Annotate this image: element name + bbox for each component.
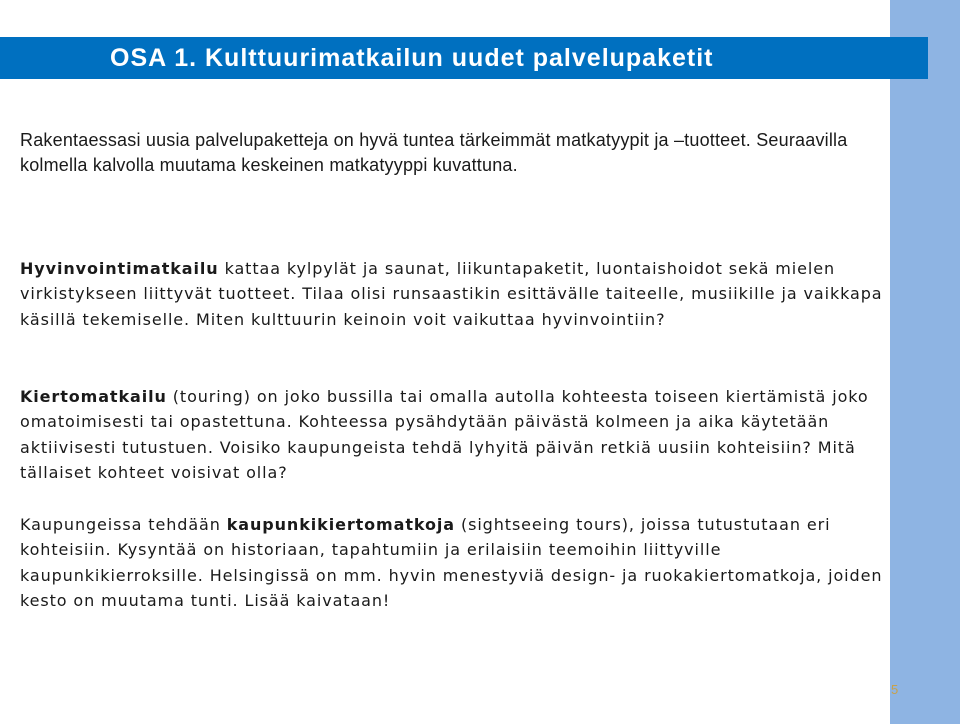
- side-accent-band: [890, 0, 960, 724]
- city-tours-lead-text: Kaupungeissa tehdään: [20, 515, 227, 534]
- city-tours-text: (sightseeing tours), joissa tutustutaan eri kohteisiin. Kysyntää on historiaan, tapahtumiin ja erilaisiin teemoihin liittyville kaupunkikierroksille. Helsingissä on mm. hyvin menestyviä design- ja ruokakiertomatkoja, joiden kesto on muutama tunti. Lisää kaivataan!: [20, 515, 883, 610]
- city-tours-term: kaupunkikiertomatkoja: [226, 515, 455, 534]
- slide-number: 5: [891, 682, 899, 697]
- slide-title: OSA 1. Kulttuurimatkailun uudet palvelupaketit: [110, 44, 714, 72]
- intro-paragraph: Rakentaessasi uusia palvelupaketteja on hyvä tuntea tärkeimmät matkatyypit ja –tuotteet. Seuraavilla kolmella kalvolla muutama keskeinen matkatyyppi kuvattuna.: [20, 130, 848, 175]
- wellness-tourism-term: Hyvinvointimatkailu: [20, 259, 219, 278]
- wellness-tourism-paragraph: [20, 256, 885, 332]
- city-tours-paragraph: [20, 512, 885, 613]
- title-bar: [0, 37, 928, 79]
- touring-term: Kiertomatkailu: [20, 387, 167, 406]
- touring-paragraph: [20, 384, 885, 485]
- wellness-tourism-text: kattaa kylpylät ja saunat, liikuntapaketit, luontaishoidot sekä mielen virkistykseen liittyvät tuotteet. Tilaa olisi runsaastikin esittävälle taiteelle, musiikille ja vaikkapa käsillä tekemiselle. Miten kulttuurin keinoin voit vaikuttaa hyvinvointiin?: [20, 259, 883, 329]
- touring-text: (touring) on joko bussilla tai omalla autolla kohteesta toiseen kiertämistä joko omatoimisesti tai opastettuna. Kohteessa pysähdytään päivästä kolmeen ja aika käytetään aktiivisesti tutustuen. Voisiko kaupungeista tehdä lyhyitä päivän retkiä uusiin kohteisiin? Mitä tällaiset kohteet voisivat olla?: [20, 387, 869, 482]
